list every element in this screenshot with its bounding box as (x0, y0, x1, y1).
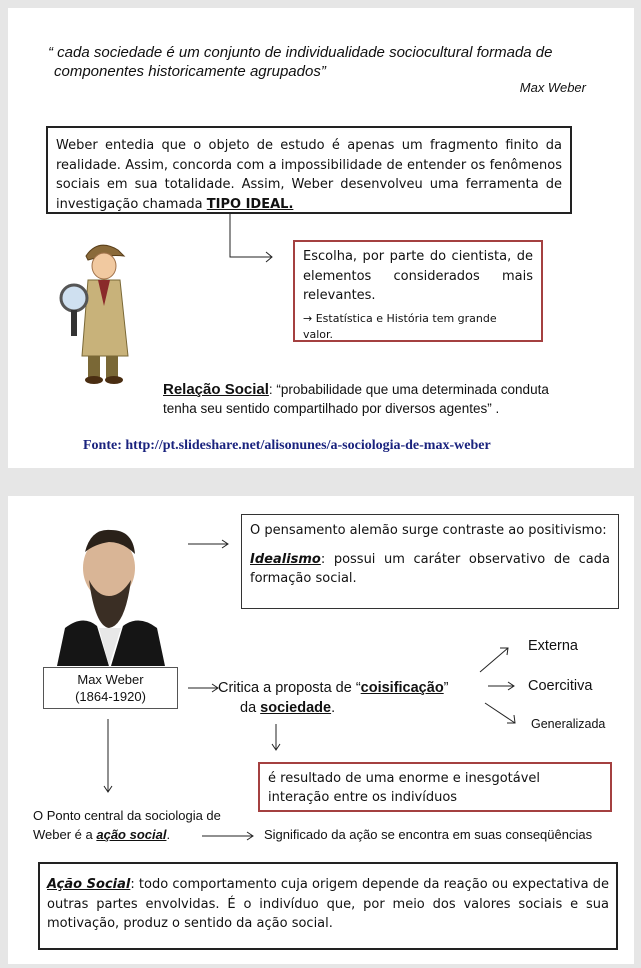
relacao-social-label: Relação Social (163, 381, 269, 398)
tipo-ideal-arrow (8, 8, 634, 468)
significado-text: Significado da ação se encontra em suas conseqüências (264, 827, 593, 842)
relacao-social-text: : “probabilidade que uma determinada conduta tenha seu sentido compartilhado por diversos agentes” . (163, 382, 549, 416)
quote-line-2: componentes historicamente agrupados” (54, 63, 326, 80)
slide-2-arrows (8, 496, 634, 964)
critica-end: . (331, 700, 336, 716)
slide-1 (8, 8, 634, 468)
pensamento-line: O pensamento alemão surge contraste ao positivismo: (250, 523, 607, 538)
tipo-ideal-highlight: TIPO IDEAL. (206, 196, 294, 212)
branch-generalizada: Generalizada (531, 717, 606, 731)
critica-mid: ” (443, 680, 449, 696)
branch-coercitiva: Coercitiva (528, 678, 593, 694)
portrait-caption-name: Max Weber (77, 672, 144, 687)
coisificacao-word: coisificação (360, 680, 444, 696)
quote-line-1: “ cada sociedade é um conjunto de individualidade sociocultural formada de (48, 44, 553, 61)
ponto-central-prefix: O Ponto central da sociologia de Weber é a (33, 808, 221, 842)
ponto-central-end: . (166, 827, 171, 842)
interacao-text: é resultado de uma enorme e inesgotável interação entre os indivíduos (268, 771, 541, 805)
critica-prefix: Critica a proposta de “ (218, 680, 361, 696)
acao-social-label: Ação Social (47, 877, 131, 892)
sociedade-word: sociedade (260, 700, 332, 716)
choice-box-text: Escolha, por parte do cientista, de elementos considerados mais relevantes. (303, 249, 533, 303)
quote-author: Max Weber (519, 80, 586, 95)
critica-da: da (240, 700, 261, 716)
idealismo-text: : possui um caráter observativo de cada formação social. (250, 552, 610, 586)
idealismo-label: Idealismo (250, 552, 321, 567)
branch-externa: Externa (528, 638, 578, 654)
acao-social-bold: ação social (96, 827, 167, 842)
portrait-caption-years: (1864-1920) (75, 689, 146, 704)
choice-box-sub: → Estatística e História tem grande valor. (303, 311, 497, 341)
source-link[interactable]: Fonte: http://pt.slideshare.net/alisonunes/a-sociologia-de-max-weber (83, 438, 491, 453)
weber-box-text: Weber entedia que o objeto de estudo é apenas um fragmento finito da realidade. Assim, concorda com a impossibilidade de entender os fenômenos sociais em sua totalidade. Assim, Weber desenvolveu uma ferramenta de investigação chamada (56, 138, 562, 212)
acao-social-text: : todo comportamento cuja origem depende da reação ou expectativa de outras partes envolvidas. É o indivíduo que, por meio dos valores sociais e sua motivação, produz o sentido da ação social. (47, 877, 609, 931)
slide-2 (8, 496, 634, 964)
